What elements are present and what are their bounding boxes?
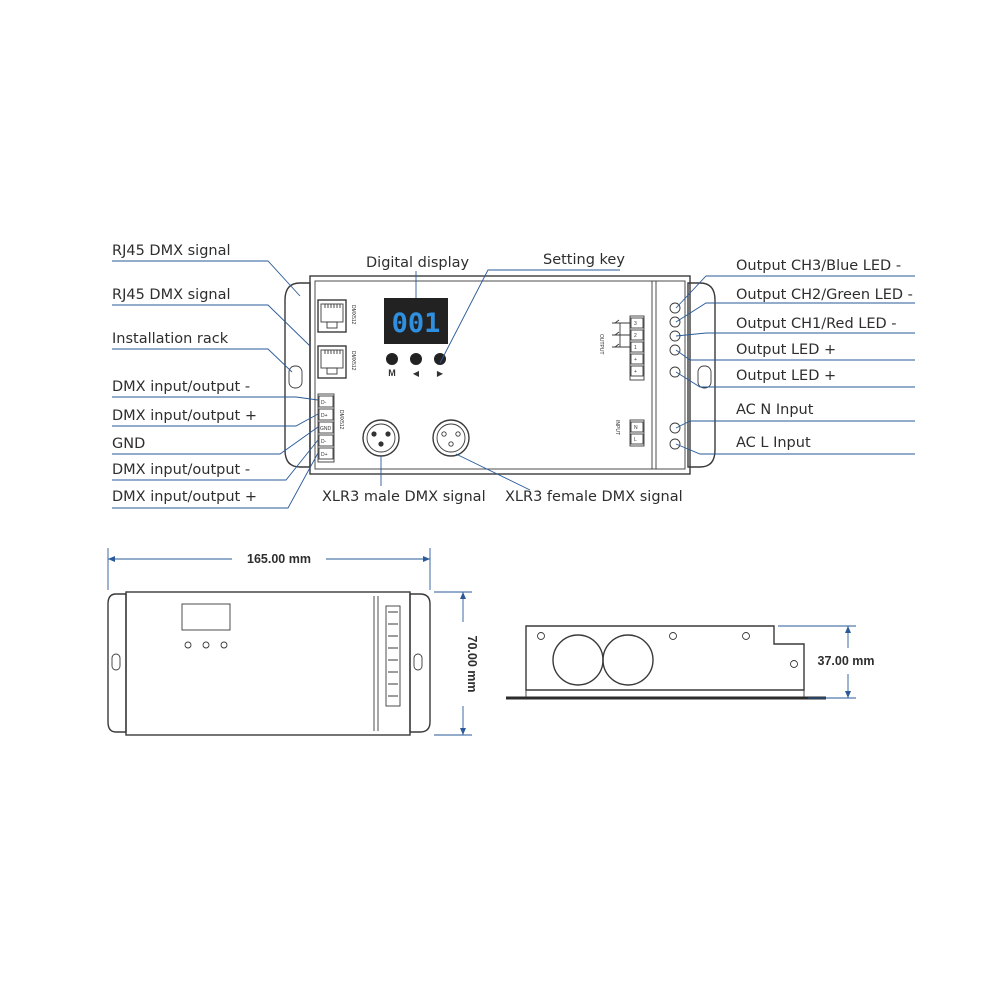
plan-view [108, 548, 479, 735]
svg-text:+: + [634, 369, 637, 375]
label-ac-l: AC L Input [736, 435, 811, 451]
rj45-port-2[interactable] [318, 346, 346, 378]
label-xlr-male: XLR3 male DMX signal [322, 489, 486, 505]
svg-text:+: + [634, 357, 637, 363]
output-terminal-block [598, 316, 644, 380]
width-dimension: 70.00 mm [465, 635, 479, 693]
length-dimension: 165.00 mm [247, 552, 311, 566]
label-dmx-minus-1: DMX input/output - [112, 379, 251, 395]
svg-text:1: 1 [634, 345, 637, 351]
label-ch3: Output CH3/Blue LED - [736, 258, 902, 274]
dmx-terminal-block [318, 394, 344, 462]
svg-text:3: 3 [634, 321, 637, 327]
dmx-terminal[interactable] [319, 396, 333, 407]
svg-text:L: L [634, 437, 637, 443]
plan-terminal-strip [386, 606, 400, 706]
side-profile [526, 626, 804, 690]
right-key-label: ▶ [436, 369, 444, 378]
svg-text:D-: D- [321, 439, 327, 445]
callout-labels [112, 243, 913, 505]
svg-text:D+: D+ [321, 413, 328, 419]
plan-housing [126, 592, 410, 735]
m-key[interactable] [386, 353, 398, 365]
output-terminal[interactable] [631, 318, 643, 328]
output-terminal[interactable] [631, 330, 643, 340]
rj45-caption-2: DMX512 [350, 351, 356, 371]
setting-keys [386, 353, 446, 378]
plan-display [182, 604, 230, 630]
plan-right-flange [410, 594, 430, 732]
height-dimension: 37.00 mm [817, 654, 875, 668]
display-value: 001 [391, 308, 441, 339]
svg-text:D+: D+ [321, 452, 328, 458]
label-installation-rack: Installation rack [112, 331, 229, 347]
output-caption: OUTPUT [598, 334, 604, 355]
svg-text:GND: GND [320, 426, 332, 432]
label-digital-display: Digital display [366, 255, 470, 271]
input-terminal[interactable] [631, 434, 643, 444]
label-gnd: GND [112, 436, 146, 452]
label-ch1: Output CH1/Red LED - [736, 316, 897, 332]
side-xlr-port-2 [603, 635, 653, 685]
label-rj45-1: RJ45 DMX signal [112, 243, 231, 259]
label-led-plus-1: Output LED + [736, 342, 837, 358]
left-rack-slot [289, 366, 302, 388]
label-rj45-2: RJ45 DMX signal [112, 287, 231, 303]
dmx-terminal[interactable] [319, 448, 333, 459]
label-dmx-plus-2: DMX input/output + [112, 489, 257, 505]
output-terminal[interactable] [631, 342, 643, 352]
svg-text:2: 2 [634, 333, 637, 339]
rj45-port-1[interactable] [318, 300, 346, 332]
plan-left-flange [108, 594, 126, 732]
label-dmx-minus-2: DMX input/output - [112, 462, 251, 478]
svg-text:D-: D- [321, 400, 327, 406]
label-led-plus-2: Output LED + [736, 368, 837, 384]
label-xlr-female: XLR3 female DMX signal [505, 489, 683, 505]
right-rack-slot [698, 366, 711, 388]
label-ac-n: AC N Input [736, 402, 814, 418]
xlr3-male-connector[interactable] [363, 420, 399, 456]
svg-text:N: N [634, 425, 638, 431]
dmx-terminal-caption: DMX512 [338, 410, 344, 430]
digital-display [384, 298, 448, 344]
input-terminal-block [614, 420, 644, 446]
label-dmx-plus-1: DMX input/output + [112, 408, 257, 424]
left-key[interactable] [410, 353, 422, 365]
input-terminal[interactable] [631, 422, 643, 432]
rj45-caption-1: DMX512 [350, 305, 356, 325]
output-terminal[interactable] [631, 366, 643, 376]
dmx-terminal[interactable] [319, 422, 333, 433]
m-key-label: M [388, 368, 396, 378]
xlr3-female-connector[interactable] [433, 420, 469, 456]
side-xlr-port-1 [553, 635, 603, 685]
label-ch2: Output CH2/Green LED - [736, 287, 913, 303]
dmx-terminal[interactable] [319, 435, 333, 446]
controller-top-view [285, 276, 715, 474]
dmx-terminal[interactable] [319, 409, 333, 420]
output-terminal[interactable] [631, 354, 643, 364]
housing-inner [315, 281, 685, 469]
label-setting-key: Setting key [543, 252, 625, 268]
side-view [506, 626, 874, 698]
input-caption: INPUT [614, 420, 620, 435]
left-key-label: ◀ [412, 369, 420, 378]
